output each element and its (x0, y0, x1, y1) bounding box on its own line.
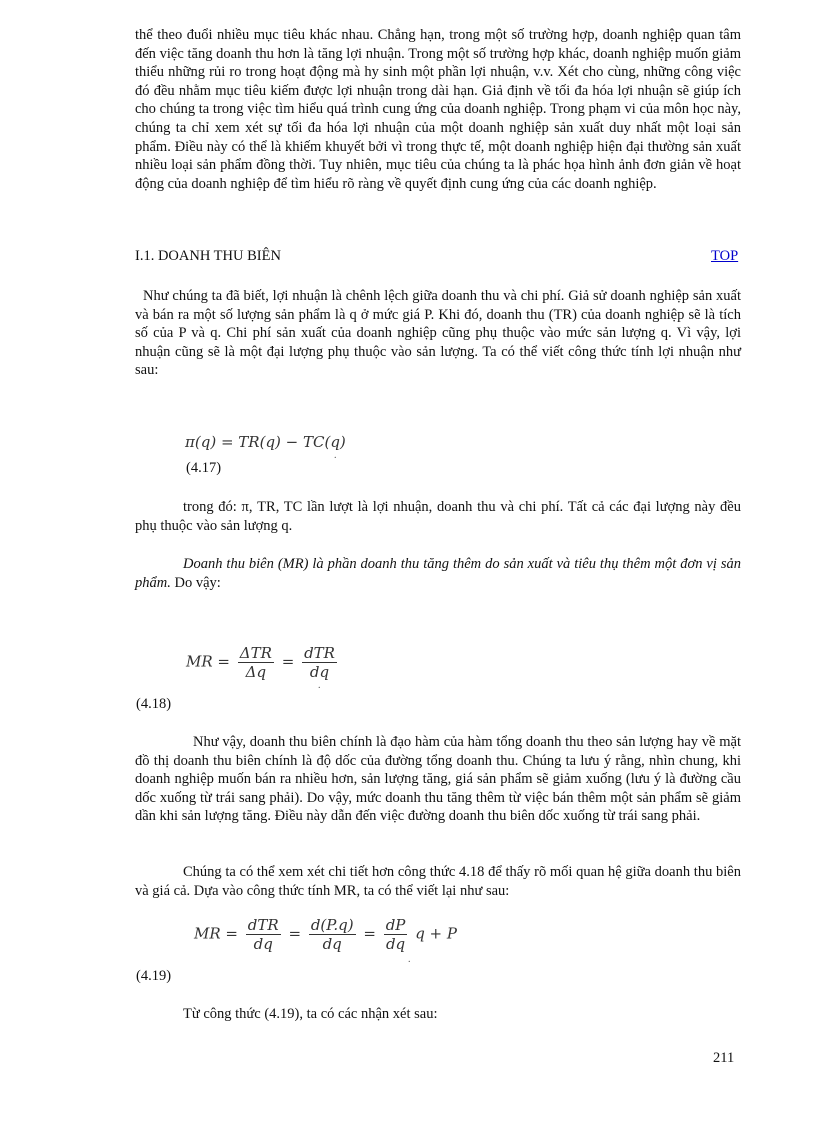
equation-rhs: = TR(q) − TC(q) (220, 433, 346, 451)
paragraph-mr-price: Chúng ta có thể xem xét chi tiết hơn công thức 4.18 để thấy rõ mối quan hệ giữa doanh thu biên và giá cả. Dựa vào công thức tính MR, ta có thể viết lại như sau: (135, 864, 741, 899)
equals-sign: = (281, 652, 295, 671)
equation-number-4-17: (4.17) (186, 460, 222, 476)
equation-number-4-19: (4.19) (136, 968, 172, 984)
equation-dot: . (318, 680, 321, 691)
equation-4-18 (186, 644, 340, 681)
fraction-denominator: dq (322, 935, 342, 953)
equation-dot: . (408, 954, 411, 965)
paragraph-remarks-intro: Từ công thức (4.19), ta có các nhận xét sau: (183, 1006, 438, 1022)
paragraph-where-defs: trong đó: π, TR, TC lần lượt là lợi nhuận, doanh thu và chi phí. Tất cả các đại lượng này đều phụ thuộc vào sản lượng q. (135, 499, 741, 534)
page-number: 211 (713, 1050, 735, 1066)
fraction-delta (238, 644, 274, 681)
equals-sign: = (288, 924, 302, 943)
equation-4-19 (194, 916, 457, 953)
fraction-derivative (302, 644, 337, 681)
equation-lhs: MR = (186, 652, 230, 671)
fraction-numerator: d(P.q) (310, 916, 354, 934)
fraction-denominator: dq (385, 935, 406, 953)
fraction-dtr (246, 916, 281, 953)
fraction-numerator: dTR (247, 916, 279, 934)
paragraph-mr-definition (135, 555, 741, 592)
equation-tail: q + P (415, 924, 457, 943)
fraction-numerator: dP (385, 916, 406, 934)
fraction-dpq (309, 916, 356, 953)
paragraph-profit-goals: thể theo đuổi nhiều mục tiêu khác nhau. Chẳng hạn, trong một số trường hợp, doanh nghiệp quan tâm đến việc tăng doanh thu hơn là tăng lợi nhuận. Trong một số trường hợp khác, doanh nghiệp muốn giảm thiểu những rủi ro trong hoạt động mà hy sinh một phần lợi nhuận, v.v. Xét cho cùng, những công việc đó đều nhằm mục tiêu kiếm được lợi nhuận trong dài hạn. Giả định về tối đa hóa lợi nhuận sẽ giúp ích cho chúng ta trong việc tìm hiểu quá trình cung ứng của doanh nghiệp. Trong phạm vi của môn học này, chúng ta chỉ xem xét sự tối đa hóa lợi nhuận của một doanh nghiệp sản xuất duy nhất một loại sản phẩm. Điều này có thể là khiếm khuyết bởi vì trong thực tế, một doanh nghiệp hiện đại thường sản xuất nhiều loại sản phẩm đồng thời. Tuy nhiên, mục tiêu của chúng ta là phác họa hình ảnh đơn giản về hoạt động của doanh nghiệp để tìm hiểu rõ ràng về quyết định cung ứng của các doanh nghiệp. (135, 27, 741, 192)
fraction-numerator: dTR (304, 644, 335, 662)
equation-lhs: π(q) (185, 433, 217, 451)
paragraph-mr-derivative: Như vậy, doanh thu biên chính là đạo hàm của hàm tổng doanh thu theo sản lượng hay về mặt đồ thị doanh thu biên chính là độ dốc của đường tổng doanh thu. Chúng ta lưu ý rằng, nhìn chung, khi doanh nghiệp muốn bán ra nhiều hơn, sản lượng tăng, giá sản phẩm sẽ giảm xuống (lưu ý là đường cầu dốc xuống từ trái sang phải). Do vậy, mức doanh thu tăng thêm từ việc bán thêm một sản phẩm sẽ giảm dần khi sản lượng tăng. Điều này dẫn đến việc đường doanh thu biên dốc xuống từ trái sang phải. (135, 734, 741, 825)
equals-sign: = (363, 924, 376, 943)
equation-4-17 (185, 433, 346, 451)
equation-dot: . (334, 450, 337, 461)
fraction-numerator: ΔTR (239, 644, 272, 662)
fraction-denominator: Δq (245, 663, 267, 681)
mr-definition-italic: Doanh thu biên (MR) là phần doanh thu tăng thêm do sản xuất và tiêu thụ thêm một đơn vị sản phẩm. (135, 556, 741, 591)
fraction-denominator: dq (253, 935, 273, 953)
mr-definition-rest: Do vậy: (170, 574, 221, 591)
equation-lhs: MR = (194, 924, 238, 943)
section-title: I.1. DOANH THU BIÊN (135, 248, 281, 264)
equation-number-4-18: (4.18) (136, 696, 172, 712)
top-link[interactable]: TOP (711, 248, 739, 264)
paragraph-profit-definition: Như chúng ta đã biết, lợi nhuận là chênh lệch giữa doanh thu và chi phí. Giả sử doanh nghiệp sản xuất và bán ra một số lượng sản phẩm là q ở mức giá P. Khi đó, doanh thu (TR) của doanh nghiệp sẽ là tích số của P và q. Chi phí sản xuất của doanh nghiệp cũng phụ thuộc vào mức sản lượng q. Vì vậy, lợi nhuận cũng sẽ là một đại lượng phụ thuộc vào sản lượng. Ta có thể viết công thức tính lợi nhuận như sau: (135, 288, 741, 379)
fraction-dp (384, 916, 408, 953)
fraction-denominator: dq (309, 663, 330, 681)
